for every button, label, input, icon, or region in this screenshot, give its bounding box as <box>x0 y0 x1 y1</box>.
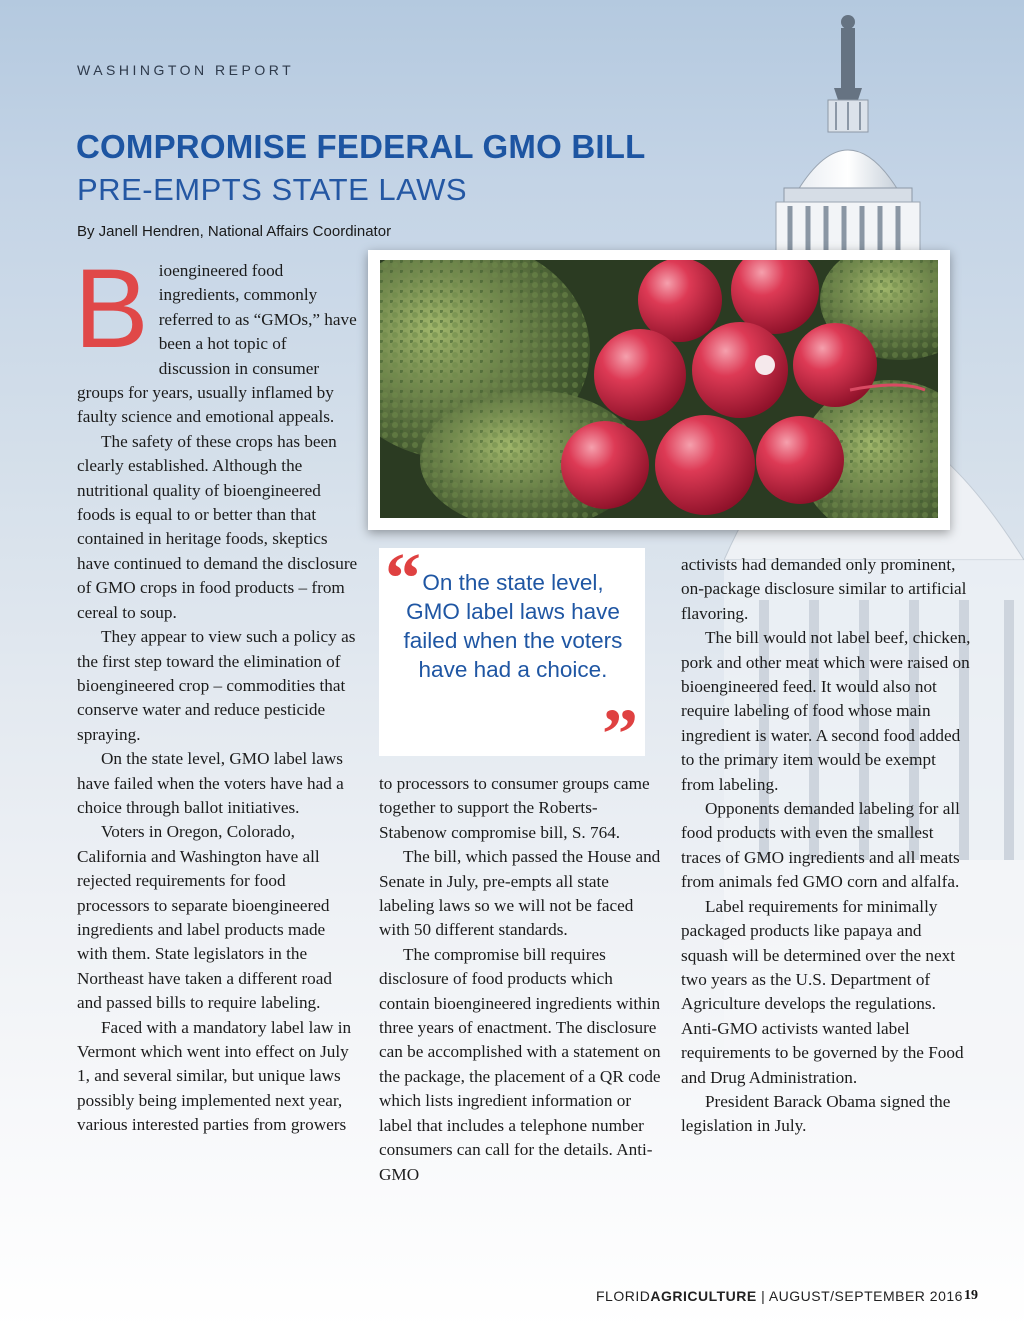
vegetable-photo <box>368 250 950 530</box>
article-paragraph: Opponents demanded labeling for all food products with even the smallest traces of GMO ingredients and all meats from animals fed GMO corn and alfalfa. <box>681 799 960 892</box>
article-paragraph: The compromise bill requires disclosure of food products which contain bioengineered ingredients within three years of enactment. The disclosure can be accomplished with a statement on the package, the placement of a QR code which lists ingredient information or label that includes a telephone number consumers can call for the details. Anti-GMO <box>379 944 661 1184</box>
publication-name-prefix: FLORID <box>596 1288 651 1304</box>
section-label: WASHINGTON REPORT <box>77 62 295 78</box>
article-paragraph: Faced with a mandatory label law in Vermont which went into effect on July 1, and several similar, but unique laws possibly being implemented next year, various interested parties from growers <box>77 1017 352 1135</box>
subhead: PRE-EMPTS STATE LAWS <box>77 172 468 207</box>
article-paragraph: On the state level, GMO label laws have failed when the voters have had a choice through ballot initiatives. <box>77 749 344 817</box>
pull-quote <box>379 538 645 774</box>
page-number: 19 <box>964 1288 978 1303</box>
article-paragraph: Voters in Oregon, Colorado, California and Washington have all rejected requirements for food processors to separate bioengineered ingredients and label products made with them. State legislators in the Northeast have taken a different road and passed bills to require labeling. <box>77 822 332 1013</box>
article-paragraph: The safety of these crops has been clearly established. Although the nutritional quality of bioengineered foods is equal to or better than that contained in heritage foods, skeptics have continued to demand the disclosure of GMO crops in food products – from cereal to soup. <box>77 431 358 622</box>
article-paragraph: Label requirements for minimally packaged products like papaya and squash will be determined over the next two years as the U.S. Department of Agriculture develops the regulations. Anti-GMO activists wanted label requirements to be governed by the Food and Drug Administration. <box>681 896 964 1087</box>
article-column-1 <box>74 246 359 1138</box>
article-paragraph: to processors to consumer groups came together to support the Roberts-Stabenow compromise bill, S. 764. <box>379 774 650 842</box>
article-paragraph: activists had demanded only prominent, on-package disclosure similar to artificial flavoring. <box>681 555 967 623</box>
publication-name-bold: AGRICULTURE <box>650 1288 757 1304</box>
article-paragraph: The bill would not label beef, chicken, pork and other meat which were raised on bioengineered feed. It would also not require labeling of food whose main ingredient is water. A second food added to the primary item would be exempt from labeling. <box>681 628 971 794</box>
article-column-3 <box>681 553 971 1139</box>
pull-quote-text: On the state level, GMO label laws have failed when the voters have had a choice. <box>403 570 623 682</box>
drop-cap: B <box>74 246 149 371</box>
radish-broccoli-image <box>380 260 938 518</box>
issue-date: | AUGUST/SEPTEMBER 2016 <box>756 1288 963 1304</box>
open-quote-mark: “ <box>385 538 421 618</box>
article-paragraph: They appear to view such a policy as the first step toward the elimination of bioengineered crop – commodities that conserve water and reduce pesticide spraying. <box>77 627 356 744</box>
article-column-2 <box>379 772 663 1187</box>
article-paragraph: The bill, which passed the House and Senate in July, pre-empts all state labeling laws so we will not be faced with 50 different standards. <box>379 847 661 940</box>
article-paragraph: Bioengineered food ingredients, commonly referred to as “GMOs,” have been a hot topic of discussion in consumer groups for years, usually inflamed by faulty science and emotional appeals. <box>74 246 357 427</box>
headline: COMPROMISE FEDERAL GMO BILL <box>76 128 646 165</box>
close-quote-mark: ” <box>602 694 638 774</box>
article-paragraph: President Barack Obama signed the legislation in July. <box>681 1091 951 1136</box>
publication-footer <box>596 1288 963 1304</box>
byline: By Janell Hendren, National Affairs Coordinator <box>77 223 392 240</box>
